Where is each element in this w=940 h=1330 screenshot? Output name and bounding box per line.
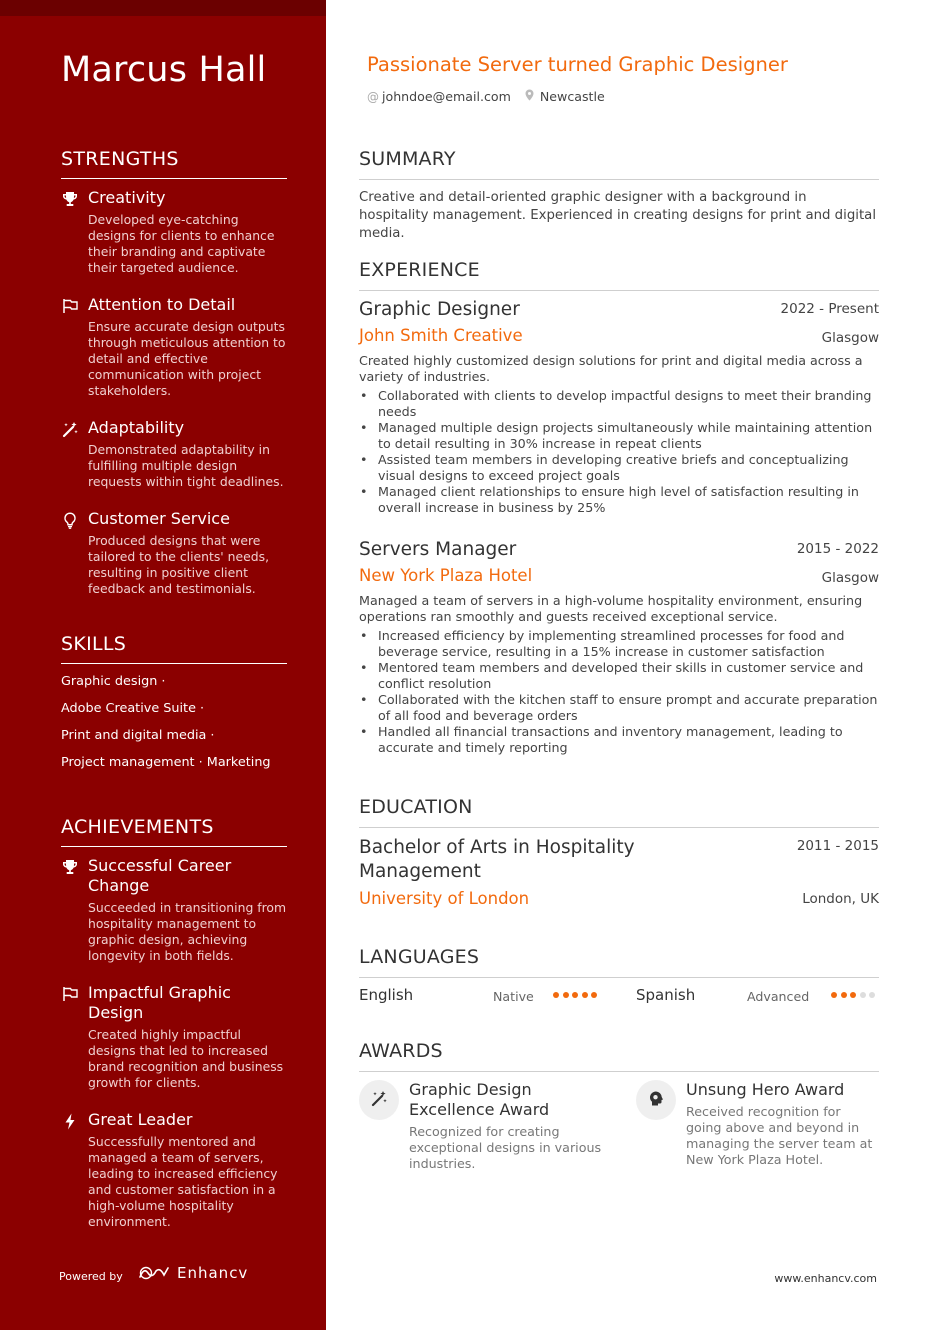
strength-title: Adaptability <box>88 418 185 437</box>
skill-line: Adobe Creative Suite · <box>61 701 205 716</box>
rating-dot-filled <box>831 992 837 998</box>
lightbulb-icon <box>61 511 79 529</box>
summary-text: Creative and detail-oriented graphic designer with a background in hospitality management. Experienced in creating designs for print and digital media. <box>359 190 877 241</box>
job-bullet: • Collaborated with the kitchen staff to ensure prompt and accurate preparation of all food and beverage orders <box>359 692 879 724</box>
experience-heading: EXPERIENCE <box>359 259 879 291</box>
job-bullet: • Managed client relationships to ensure high level of satisfaction resulting in overall increase in business by 25% <box>359 484 879 516</box>
achievement-title: Impactful Graphic Design <box>88 983 231 1022</box>
job-title: Servers Manager <box>359 539 517 560</box>
job-company: John Smith Creative <box>359 326 523 345</box>
strength-item <box>61 509 287 597</box>
location-text: Newcastle <box>539 89 605 104</box>
rating-dot-filled <box>572 992 578 998</box>
achievements-list <box>61 856 287 1236</box>
achievement-item <box>61 1110 287 1230</box>
sidebar-top-bar <box>0 0 326 16</box>
skill-line: Project management · Marketing <box>61 755 271 770</box>
strengths-section <box>61 148 287 179</box>
skill-line: Graphic design · <box>61 674 166 689</box>
rating-dot-filled <box>841 992 847 998</box>
education-location: London, UK <box>802 891 879 907</box>
strength-desc: Demonstrated adaptability in fulfilling multiple design requests within tight deadlines. <box>88 442 284 489</box>
job-bullets <box>359 628 879 756</box>
strength-title: Attention to Detail <box>88 295 236 314</box>
job-dates: 2015 - 2022 <box>796 541 879 557</box>
wand-icon <box>61 420 79 438</box>
strength-desc: Developed eye-catching designs for clients to enhance their branding and captivate their targeted audience. <box>88 212 275 275</box>
strength-title: Customer Service <box>88 509 230 528</box>
achievement-title: Successful Career Change <box>88 856 232 895</box>
lightning-icon <box>61 1112 79 1130</box>
education-dates: 2011 - 2015 <box>796 838 879 854</box>
location-pin-icon <box>525 89 534 104</box>
award-title: Unsung Hero Award <box>686 1080 845 1099</box>
skills-list <box>61 674 287 774</box>
language-level: Native <box>493 989 534 1004</box>
strengths-heading: STRENGTHS <box>61 148 287 179</box>
strength-desc: Ensure accurate design outputs through meticulous attention to detail and effective communication with project stakeholders. <box>88 319 286 398</box>
education-degree: Bachelor of Arts in Hospitality Management <box>359 837 635 882</box>
strength-desc: Produced designs that were tailored to the clients' needs, resulting in positive client feedback and testimonials. <box>88 533 270 596</box>
achievement-desc: Succeeded in transitioning from hospitality management to graphic design, achieving longevity in both fields. <box>88 900 287 963</box>
flag-icon <box>61 297 79 315</box>
strength-item <box>61 295 287 399</box>
achievement-item <box>61 856 287 964</box>
flag-icon <box>61 985 79 1003</box>
rating-dot-filled <box>563 992 569 998</box>
award-item <box>636 1080 880 1168</box>
job-description: Managed a team of servers in a high-volume hospitality environment, ensuring operations ran smoothly and guests received exceptional service. <box>359 593 863 624</box>
strengths-list <box>61 188 287 608</box>
rating-dot-empty <box>860 992 866 998</box>
strength-item <box>61 418 287 490</box>
award-icon-circle <box>636 1080 676 1120</box>
awards-heading: AWARDS <box>359 1040 879 1072</box>
job-description: Created highly customized design solutions for print and digital media across a variety of industries. <box>359 353 863 384</box>
skills-section <box>61 633 287 664</box>
enhancv-logo-icon <box>138 1265 170 1281</box>
email-text[interactable]: johndoe@email.com <box>382 89 511 104</box>
job-bullet: • Collaborated with clients to develop impactful designs to meet their branding needs <box>359 388 879 420</box>
job-dates: 2022 - Present <box>780 301 879 317</box>
rating-dot-filled <box>850 992 856 998</box>
award-icon-circle <box>359 1080 399 1120</box>
achievement-desc: Created highly impactful designs that led to increased brand recognition and business growth for clients. <box>88 1027 284 1090</box>
wand-icon <box>371 1090 388 1111</box>
education-school: University of London <box>359 889 530 908</box>
rating-dot-empty <box>869 992 875 998</box>
language-level: Advanced <box>747 989 810 1004</box>
language-rating <box>831 992 879 998</box>
achievement-item <box>61 983 287 1091</box>
headline: Passionate Server turned Graphic Designer <box>367 53 788 76</box>
sidebar <box>0 0 326 1330</box>
award-item <box>359 1080 603 1172</box>
candidate-name: Marcus Hall <box>61 50 267 90</box>
strength-title: Creativity <box>88 188 166 207</box>
language-rating <box>553 992 601 998</box>
job-company: New York Plaza Hotel <box>359 566 533 585</box>
job-location: Glasgow <box>821 570 879 586</box>
job-bullets <box>359 388 879 516</box>
job-bullet: • Mentored team members and developed their skills in customer service and conflict resolution <box>359 660 879 692</box>
at-icon: @ <box>367 89 379 104</box>
contact-row <box>367 89 605 104</box>
language-name: Spanish <box>636 986 696 1004</box>
skills-heading: SKILLS <box>61 633 287 664</box>
job-location: Glasgow <box>821 330 879 346</box>
job-bullet: • Managed multiple design projects simultaneously while maintaining attention to detail resulting in 30% increase in repeat clients <box>359 420 879 452</box>
experience-entry <box>359 539 879 756</box>
award-desc: Recognized for creating exceptional designs in various industries. <box>409 1124 602 1171</box>
languages-heading: LANGUAGES <box>359 946 879 978</box>
summary-heading: SUMMARY <box>359 148 879 180</box>
rating-dot-filled <box>591 992 597 998</box>
achievements-section <box>61 816 287 847</box>
trophy-icon <box>61 858 79 876</box>
award-title: Graphic Design Excellence Award <box>409 1080 550 1119</box>
website-link[interactable]: www.enhancv.com <box>774 1272 877 1285</box>
achievement-desc: Successfully mentored and managed a team of servers, leading to increased efficiency and customer satisfaction in a high-volume hospitality environment. <box>88 1134 278 1229</box>
language-name: English <box>359 986 414 1004</box>
achievement-title: Great Leader <box>88 1110 193 1129</box>
enhancv-logo[interactable] <box>138 1264 248 1282</box>
strength-item <box>61 188 287 276</box>
job-bullet: • Increased efficiency by implementing streamlined processes for food and beverage service, resulting in a 15% increase in customer satisfaction <box>359 628 879 660</box>
achievements-heading: ACHIEVEMENTS <box>61 816 287 847</box>
trophy-icon <box>61 190 79 208</box>
rating-dot-filled <box>553 992 559 998</box>
enhancv-brand-text: Enhancv <box>177 1264 249 1282</box>
job-title: Graphic Designer <box>359 299 520 320</box>
award-desc: Received recognition for going above and beyond in managing the server team at New York Plaza Hotel. <box>686 1104 873 1167</box>
job-bullet: • Handled all financial transactions and inventory management, leading to accurate and timely reporting <box>359 724 879 756</box>
experience-entry <box>359 299 879 516</box>
rating-dot-filled <box>582 992 588 998</box>
skill-line: Print and digital media · <box>61 728 215 743</box>
education-heading: EDUCATION <box>359 796 879 828</box>
job-bullet: • Assisted team members in developing creative briefs and conceptualizing visual designs to exceed project goals <box>359 452 879 484</box>
powered-by-label: Powered by <box>59 1270 123 1283</box>
head-icon <box>648 1090 664 1111</box>
